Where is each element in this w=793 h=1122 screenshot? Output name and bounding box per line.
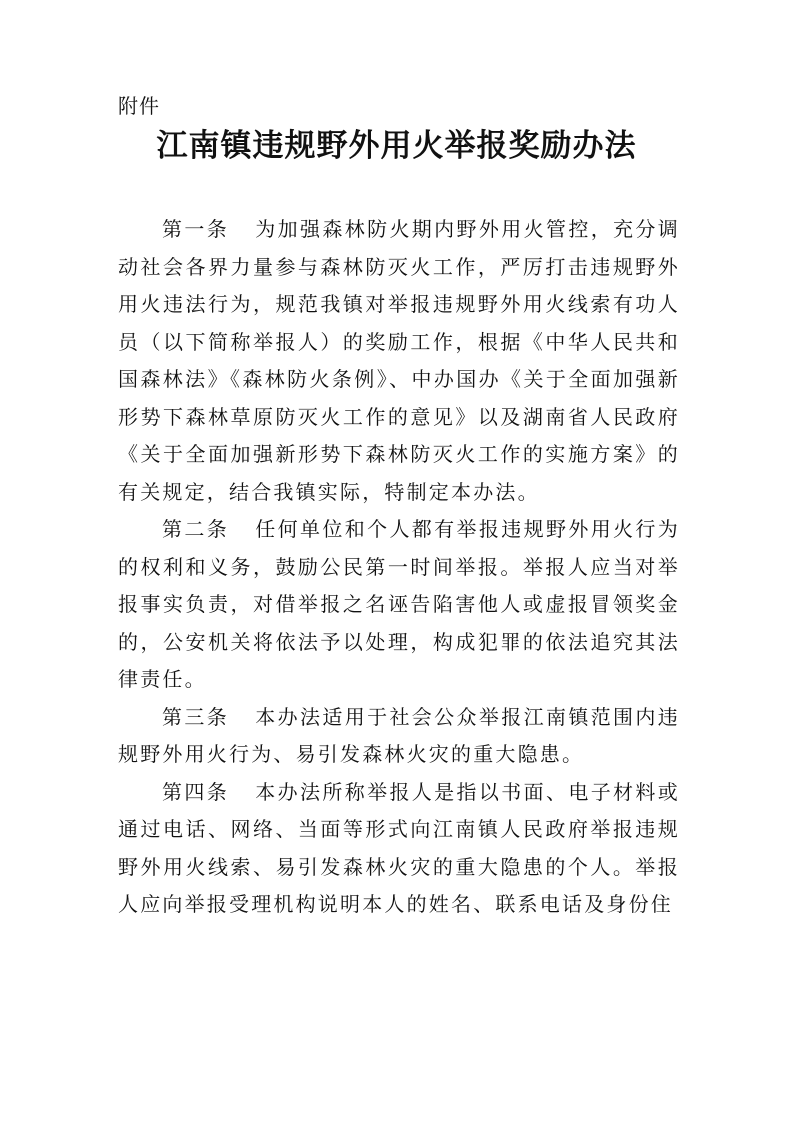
article-paragraph-1 [118, 211, 680, 511]
article-text: 本办法适用于社会公众举报江南镇范围内违规野外用火行为、易引发森林火灾的重大隐患。 [118, 704, 680, 766]
document-body [118, 211, 680, 924]
article-text: 本办法所称举报人是指以书面、电子材料或通过电话、网络、当面等形式向江南镇人民政府举报违规野外用火线索、易引发森林火灾的重大隐患的个人。举报人应向举报受理机构说明本人的姓名、联系电话及身份住 [118, 779, 680, 916]
article-paragraph-3 [118, 699, 680, 774]
document-title: 江南镇违规野外用火举报奖励办法 [156, 128, 637, 164]
article-number: 第二条 [162, 517, 230, 541]
article-number: 第一条 [162, 217, 230, 241]
article-text: 任何单位和个人都有举报违规野外用火行为的权利和义务，鼓励公民第一时间举报。举报人应当对举报事实负责，对借举报之名诬告陷害他人或虚报冒领奖金的，公安机关将依法予以处理，构成犯罪的依法追究其法律责任。 [118, 517, 680, 691]
article-text: 为加强森林防火期内野外用火管控，充分调动社会各界力量参与森林防灭火工作，严厉打击违规野外用火违法行为，规范我镇对举报违规野外用火线索有功人员（以下简称举报人）的奖励工作，根据《中华人民共和国森林法》《森林防火条例》、中办国办《关于全面加强新形势下森林草原防灭火工作的意见》以及湖南省人民政府《关于全面加强新形势下森林防灭火工作的实施方案》的有关规定，结合我镇实际，特制定本办法。 [118, 217, 680, 504]
article-number: 第四条 [162, 779, 230, 804]
attachment-label: 附件 [118, 94, 160, 118]
article-paragraph-4 [118, 774, 680, 924]
article-number: 第三条 [162, 704, 230, 729]
article-paragraph-2 [118, 511, 680, 699]
